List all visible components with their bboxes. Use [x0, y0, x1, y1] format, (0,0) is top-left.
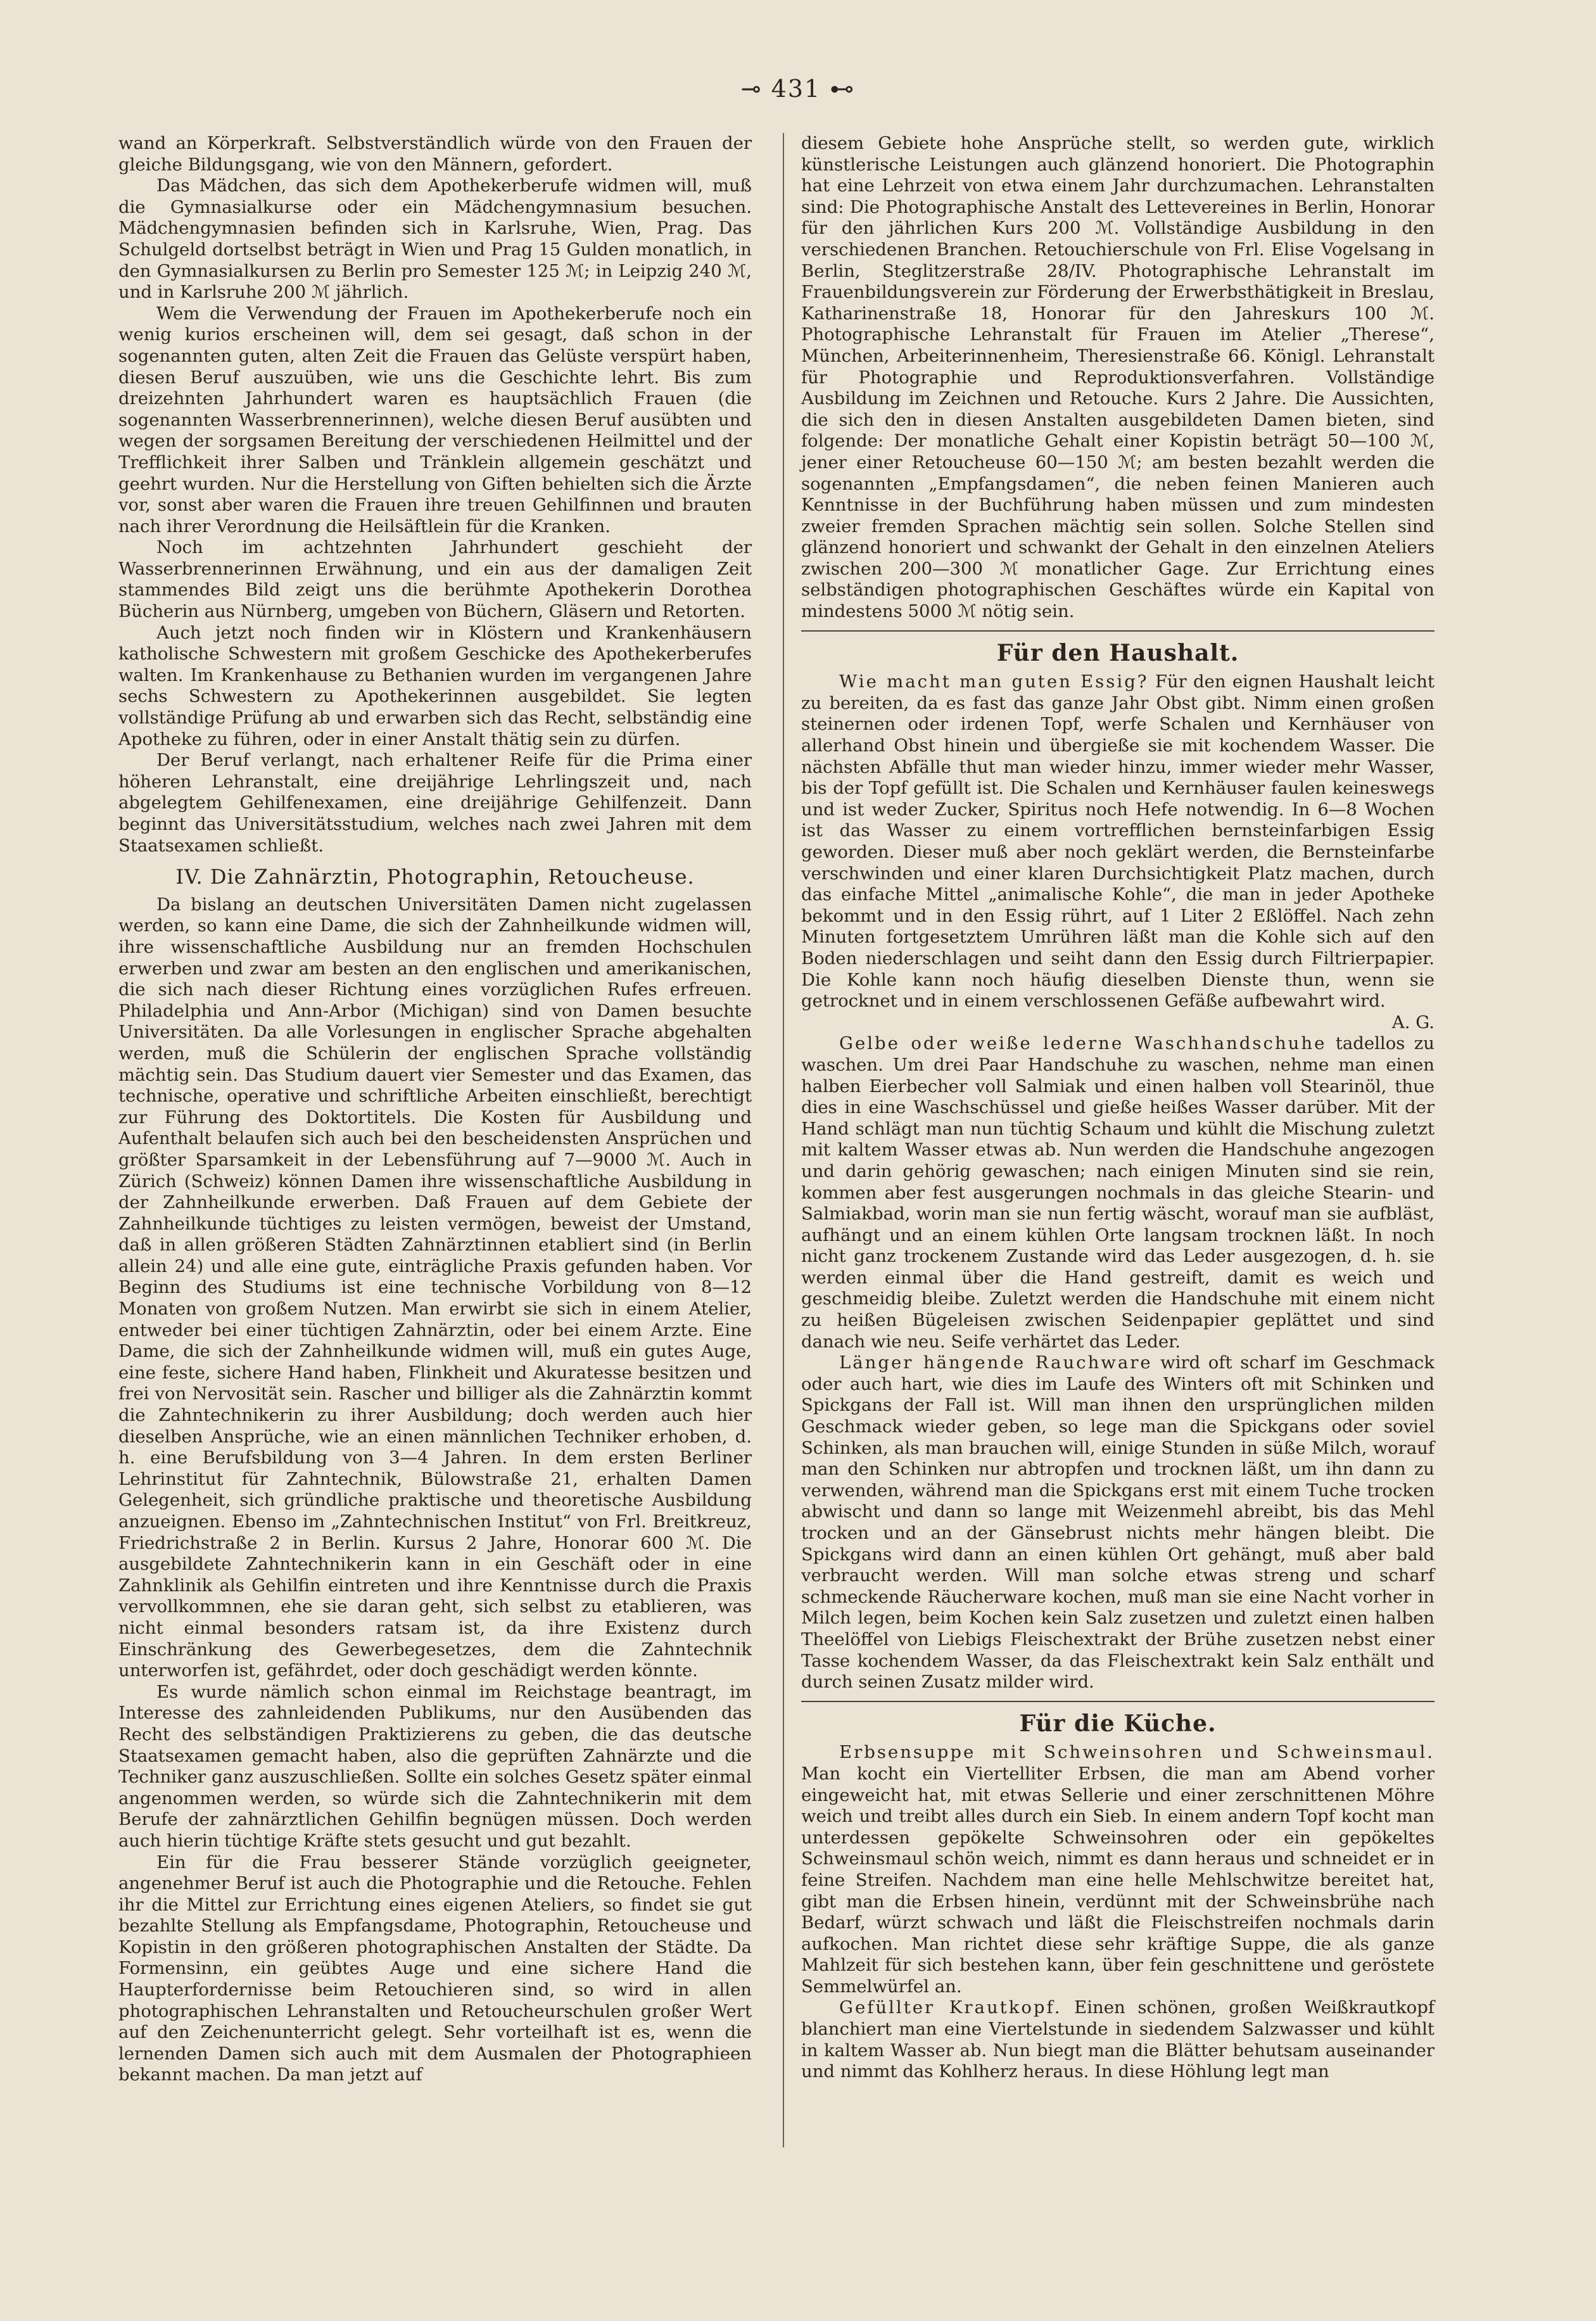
recipe-text: wird oft scharf im Geschmack oder auch hart, wie dies im Laufe des Winters oft mit Schinken und Spickgans der Fall ist. Will man ihnen den ursprünglichen milden Geschmack wieder geben, so lege man die Spickgans oder soviel Schinken, als man brauchen will, einige Stunden in süße Milch, worauf man den Schinken nur abtropfen und trocknen läßt, um ihn dann zu verwenden, während man die Spickgans erst mit einem Tuche trocken abwischt und dann so lange mit Weizenmehl abreibt, bis das Mehl trocken und an der Gänsebrust nichts mehr hängen bleibt. Die Spickgans wird dann an einen kühlen Ort gehängt, muß aber bald verbraucht werden. Will man solche etwas streng und scharf schmeckende Räucherware kochen, muß man sie eine Nacht vorher in Milch legen, beim Kochen kein Salz zusetzen und zuletzt einen halben Theelöffel von Liebigs Fleischextrakt der Brühe zusetzen nebst einer Tasse kochendem Wasser, da das Fleischextrakt kein Salz enthält und durch seinen Zusatz milder wird. [801, 1352, 1434, 1693]
paragraph: Auch jetzt noch finden wir in Klöstern und Krankenhäusern katholische Schwestern mit großem Geschicke des Apothekerberufes walten. Im Krankenhause zu Bethanien wurden im vergangenen Jahre sechs Schwestern zu Apothekerinnen ausgebildet. Sie legten vollständige Prüfung ab und erwarben sich das Recht, selbständig eine Apotheke zu führen, oder in einer Anstalt thätig sein zu dürfen. [118, 622, 752, 749]
column-divider [783, 133, 784, 2147]
section-heading: IV. Die Zahnärztin, Photographin, Retoucheuse. [175, 865, 695, 889]
recipe-title: Gelbe oder weiße lederne Waschhandschuhe [839, 1033, 1327, 1054]
recipe-paragraph [801, 1033, 1434, 1352]
section-rule [801, 630, 1434, 632]
paragraph: Da bislang an deutschen Universitäten Damen nicht zugelassen werden, so kann eine Dame, die sich der Zahnheilkunde widmen will, ihre wissenschaftliche Ausbildung nur an fremden Hochschulen erwerben und zwar am besten an den englischen und amerikanischen, die sich nach dieser Richtung eines vorzüglichen Rufes erfreuen. Philadelphia und Ann-Arbor (Michigan) sind von Damen besuchte Universitäten. Da alle Vorlesungen in englischer Sprache abgehalten werden, muß die Schülerin der englischen Sprache vollständig mächtig sein. Das Studium dauert vier Semester und das Examen, das technische, operative und schriftliche Arbeiten einschließt, berechtigt zur Führung des Doktortitels. Die Kosten für Ausbildung und Aufenthalt belaufen sich auch bei den bescheidensten Ansprüchen und größter Sparsamkeit in der Lebensführung auf 7—9000 ℳ. Auch in Zürich (Schweiz) können Damen ihre wissenschaftliche Ausbildung in der Zahnheilkunde erwerben. Daß Frauen auf dem Gebiete der Zahnheilkunde tüchtiges zu leisten vermögen, beweist der Umstand, daß in allen größeren Städten Zahnärztinnen etabliert sind (in Berlin allein 24) und alle eine gute, einträgliche Praxis gefunden haben. Vor Beginn des Studiums ist eine technische Vorbildung von 8—12 Monaten von großem Nutzen. Man erwirbt sie sich in einem Atelier, entweder bei einer tüchtigen Zahnärztin, oder bei einem Arzte. Eine Dame, die sich der Zahnheilkunde widmen will, muß ein gutes Auge, eine feste, sichere Hand haben, Flinkheit und Akuratesse besitzen und frei von Nervosität sein. Rascher und billiger als die Zahnärztin kommt die Zahntechnikerin zu ihrer Ausbildung; doch werden auch hier dieselben Ansprüche, wie an einen männlichen Techniker erhoben, d. h. eine Berufsbildung von 3—4 Jahren. In dem ersten Berliner Lehrinstitut für Zahntechnik, Bülowstraße 21, erhalten Damen Gelegenheit, sich gründliche praktische und theoretische Ausbildung anzueignen. Ebenso im „Zahntechnischen Institut“ von Frl. Breitkreuz, Friedrichstraße 2 in Berlin. Kursus 2 Jahre, Honorar 600 ℳ. Die ausgebildete Zahntechnikerin kann in ein Geschäft oder in eine Zahnklinik als Gehilfin eintreten und ihre Kenntnisse durch die Praxis vervollkommnen, ehe sie daran geht, sich selbst zu etablieren, was nicht einmal besonders ratsam ist, da ihre Existenz durch Einschränkung des Gewerbegesetzes, dem die Zahntechnik unterworfen ist, gefährdet, oder doch geschädigt werden könnte. [118, 894, 752, 1681]
recipe-title: Gefüllter Krautkopf. [839, 1997, 1062, 2018]
paragraph: diesem Gebiete hohe Ansprüche stellt, so werden gute, wirklich künstlerische Leistungen auch glänzend honoriert. Die Photographin hat eine Lehrzeit von etwa einem Jahr durchzumachen. Lehranstalten sind: Die Photographische Anstalt des Lettevereines in Berlin, Honorar für den jährlichen Kurs 200 ℳ. Vollständige Ausbildung in den verschiedenen Branchen. Retouchierschule von Frl. Elise Vogelsang in Berlin, Steglitzerstraße 28/IV. Photographische Lehranstalt im Frauenbildungsverein zur Förderung der Erwerbsthätigkeit in Breslau, Katharinenstraße 18, Honorar für den Jahreskurs 100 ℳ. Photographische Lehranstalt für Frauen im Atelier „Therese“, München, Arbeiterinnenheim, Theresienstraße 66. Königl. Lehranstalt für Photographie und Reproduktionsverfahren. Vollständige Ausbildung im Zeichnen und Retouche. Kurs 2 Jahre. Die Aussichten, die sich den in diesen Anstalten ausgebildeten Damen bieten, sind folgende: Der monatliche Gehalt einer Kopistin beträgt 50—100 ℳ, jener einer Retoucheuse 60—150 ℳ; am besten bezahlt werden die sogenannten „Empfangsdamen“, die neben feinen Manieren auch Kenntnisse in der Buchführung haben müssen und zum mindesten zweier fremden Sprachen mächtig sein sollen. Solche Stellen sind glänzend honoriert und schwankt der Gehalt in den einzelnen Ateliers zwischen 200—300 ℳ monatlicher Gage. Zur Errichtung eines selbständigen photographischen Geschäftes würde ein Kapital von mindestens 5000 ℳ nötig sein. [801, 133, 1434, 622]
recipe-paragraph [801, 1352, 1434, 1693]
author-signature: A. G. [1391, 1012, 1434, 1033]
paragraph: Es wurde nämlich schon einmal im Reichstage beantragt, im Interesse des zahnleidenden Publikums, nur den Ausübenden das Recht des selbständigen Praktizierens zu geben, die das deutsche Staatsexamen gemacht haben, also die geprüften Zahnärzte und die Techniker ganz auszuschließen. Sollte ein solches Gesetz später einmal angenommen werden, so würde sich die Zahntechnikerin mit dem Berufe der zahnärztlichen Gehilfin begnügen müssen. Doch werden auch hierin tüchtige Kräfte stets gesucht und gut bezahlt. [118, 1681, 752, 1851]
recipe-title: Länger hängende Rauchware [839, 1352, 1153, 1373]
paragraph: Ein für die Frau besserer Stände vorzüglich geeigneter, angenehmer Beruf ist auch die Photographie und die Retouche. Fehlen ihr die Mittel zur Errichtung eines eigenen Ateliers, so findet sie gut bezahlte Stellung als Empfangsdame, Photographin, Retoucheuse und Kopistin in den größeren photographischen Anstalten der Städte. Da Formensinn, ein geübtes Auge und eine sichere Hand die Haupterfordernisse beim Retouchieren sind, so wird in allen photographischen Lehranstalten und Retoucheurschulen großer Wert auf den Zeichenunterricht gelegt. Sehr vorteilhaft ist es, wenn die lernenden Damen sich auch mit dem Ausmalen der Photographieen bekannt machen. Da man jetzt auf [118, 1852, 752, 2085]
section-heading-kueche: Für die Küche. [1019, 1710, 1217, 1737]
recipe-paragraph [801, 1997, 1434, 2082]
recipe-title: Erbsensuppe mit Schweinsohren und Schweinsmaul. [839, 1742, 1434, 1763]
paragraph: Noch im achtzehnten Jahrhundert geschieht der Wasserbrennerinnen Erwähnung, und ein aus der damaligen Zeit stammendes Bild zeigt uns die berühmte Apothekerin Dorothea Bücherin aus Nürnberg, umgeben von Büchern, Gläsern und Retorten. [118, 537, 752, 622]
paragraph: Wem die Verwendung der Frauen im Apothekerberufe noch ein wenig kurios erscheinen will, dem sei gesagt, daß schon in der sogenannten guten, alten Zeit die Frauen das Gelüste verspürt haben, diesen Beruf auszuüben, wie uns die Geschichte lehrt. Bis zum dreizehnten Jahrhundert waren es hauptsächlich Frauen (die sogenannten Wasserbrennerinnen), welche diesen Beruf ausübten und wegen der sorgsamen Bereitung der verschiedenen Heilmittel und der Trefflichkeit ihrer Salben und Tränklein allgemein geschätzt und geehrt wurden. Nur die Herstellung von Giften behielten sich die Ärzte vor, sonst aber waren die Frauen ihre treuen Gehilfinnen und brauten nach ihrer Verordnung die Heilsäftlein für die Kranken. [118, 303, 752, 537]
left-column [118, 133, 752, 2086]
recipe-text: Man kocht ein Viertelliter Erbsen, die man am Abend vorher eingeweicht hat, mit etwas Sellerie und einer zerschnittenen Möhre weich und treibt alles durch ein Sieb. In einem andern Topf kocht man unterdessen gepökelte Schweinsohren oder ein gepökeltes Schweinsmaul schön weich, nimmt es dann heraus und schneidet er in feine Streifen. Nachdem man eine helle Mehlschwitze bereitet hat, gibt man die Erbsen hinein, verdünnt mit der Schweinsbrühe nach Bedarf, würzt schwach und läßt die Fleischstreifen nochmals darin aufkochen. Man richtet diese sehr kräftige Suppe, die als ganze Mahlzeit für sich bestehen kann, über fein geschnittene und geröstete Semmelwürfel an. [801, 1763, 1434, 1997]
paragraph: Der Beruf verlangt, nach erhaltener Reife für die Prima einer höheren Lehranstalt, eine dreijährige Lehrlingszeit und, nach abgelegtem Gehilfenexamen, eine dreijährige Gehilfenzeit. Dann beginnt das Universitätsstudium, welches nach zwei Jahren mit dem Staatsexamen schließt. [118, 750, 752, 856]
paragraph: Das Mädchen, das sich dem Apothekerberufe widmen will, muß die Gymnasialkurse oder ein Mädchengymnasium besuchen. Mädchengymnasien befinden sich in Karlsruhe, Wien, Prag. Das Schulgeld dortselbst beträgt in Wien und Prag 15 Gulden monatlich, in den Gymnasialkursen zu Berlin pro Semester 125 ℳ; in Leipzig 240 ℳ, und in Karlsruhe 200 ℳ jährlich. [118, 175, 752, 303]
right-column [801, 133, 1434, 2083]
paragraph: wand an Körperkraft. Selbstverständlich würde von den Frauen der gleiche Bildungsgang, wie von den Männern, gefordert. [118, 133, 752, 175]
recipe-text: tadellos zu waschen. Um drei Paar Handschuhe zu waschen, nehme man einen halben Eierbecher voll Salmiak und einen halben voll Stearinöl, thue dies in eine Waschschüssel und gieße heißes Wasser darüber. Mit der Hand schlägt man nun tüchtig Schaum und kühlt die Mischung zuletzt mit kaltem Wasser etwas ab. Nun werden die Handschuhe angezogen und darin gehörig gewaschen; nach einigen Minuten sind sie rein, kommen aber fest ausgerungen nochmals in das gleiche Stearin- und Salmiakbad, worin man sie nun fertig wäscht, worauf man sie aufbläst, aufhängt und an einem kühlen Orte langsam trocknen läßt. In noch nicht ganz trockenem Zustande wird das Leder ausgezogen, d. h. sie werden einmal über die Hand gestreift, damit es weich und geschmeidig bleibe. Zuletzt werden die Handschuhe mit einem nicht zu heißen Bügeleisen zwischen Seidenpapier geplättet und sind danach wie neu. Seife verhärtet das Leder. [801, 1033, 1434, 1352]
section-heading-haushalt: Für den Haushalt. [996, 639, 1239, 666]
recipe-paragraph [801, 671, 1434, 1012]
page-number: ⊸ 431 ⊷ [740, 75, 856, 103]
recipe-title: Wie macht man guten Essig? [839, 671, 1149, 692]
recipe-text: Einen schönen, großen Weißkrautkopf blanchiert man eine Viertelstunde in siedendem Salzwasser und kühlt in kaltem Wasser ab. Nun biegt man die Blätter behutsam auseinander und nimmt das Kohlherz heraus. In diese Höhlung legt man [801, 1997, 1434, 2082]
section-rule [801, 1701, 1434, 1702]
recipe-paragraph [801, 1742, 1434, 1997]
recipe-text: Für den eignen Haushalt leicht zu bereiten, da es fast das ganze Jahr Obst gibt. Nimm einen großen steinernen oder irdenen Topf, werfe Schalen und Kernhäuser von allerhand Obst hinein und übergieße sie mit kochendem Wasser. Die nächsten Abfälle thut man wieder hinzu, immer wieder mehr Wasser, bis der Topf gefüllt ist. Die Schalen und Kernhäuser faulen keineswegs und ist weder Zucker, Spiritus noch Hefe notwendig. In 6—8 Wochen ist das Wasser zu einem vortrefflichen bernsteinfarbigen Essig geworden. Dieser muß aber noch geklärt werden, die Bernsteinfarbe verschwinden und einer klaren Durchsichtigkeit Platz machen, durch das einfache Mittel „animalische Kohle“, die man in jeder Apotheke bekommt und in den Essig rührt, auf 1 Liter 2 Eßlöffel. Nach zehn Minuten fortgesetztem Umrühren läßt man die Kohle sich auf den Boden niederschlagen und seiht dann den Essig durch Filtrierpapier. Die Kohle kann noch häufig dieselben Dienste thun, wenn sie getrocknet und in einem verschlossenen Gefäße aufbewahrt wird. [801, 671, 1434, 1012]
